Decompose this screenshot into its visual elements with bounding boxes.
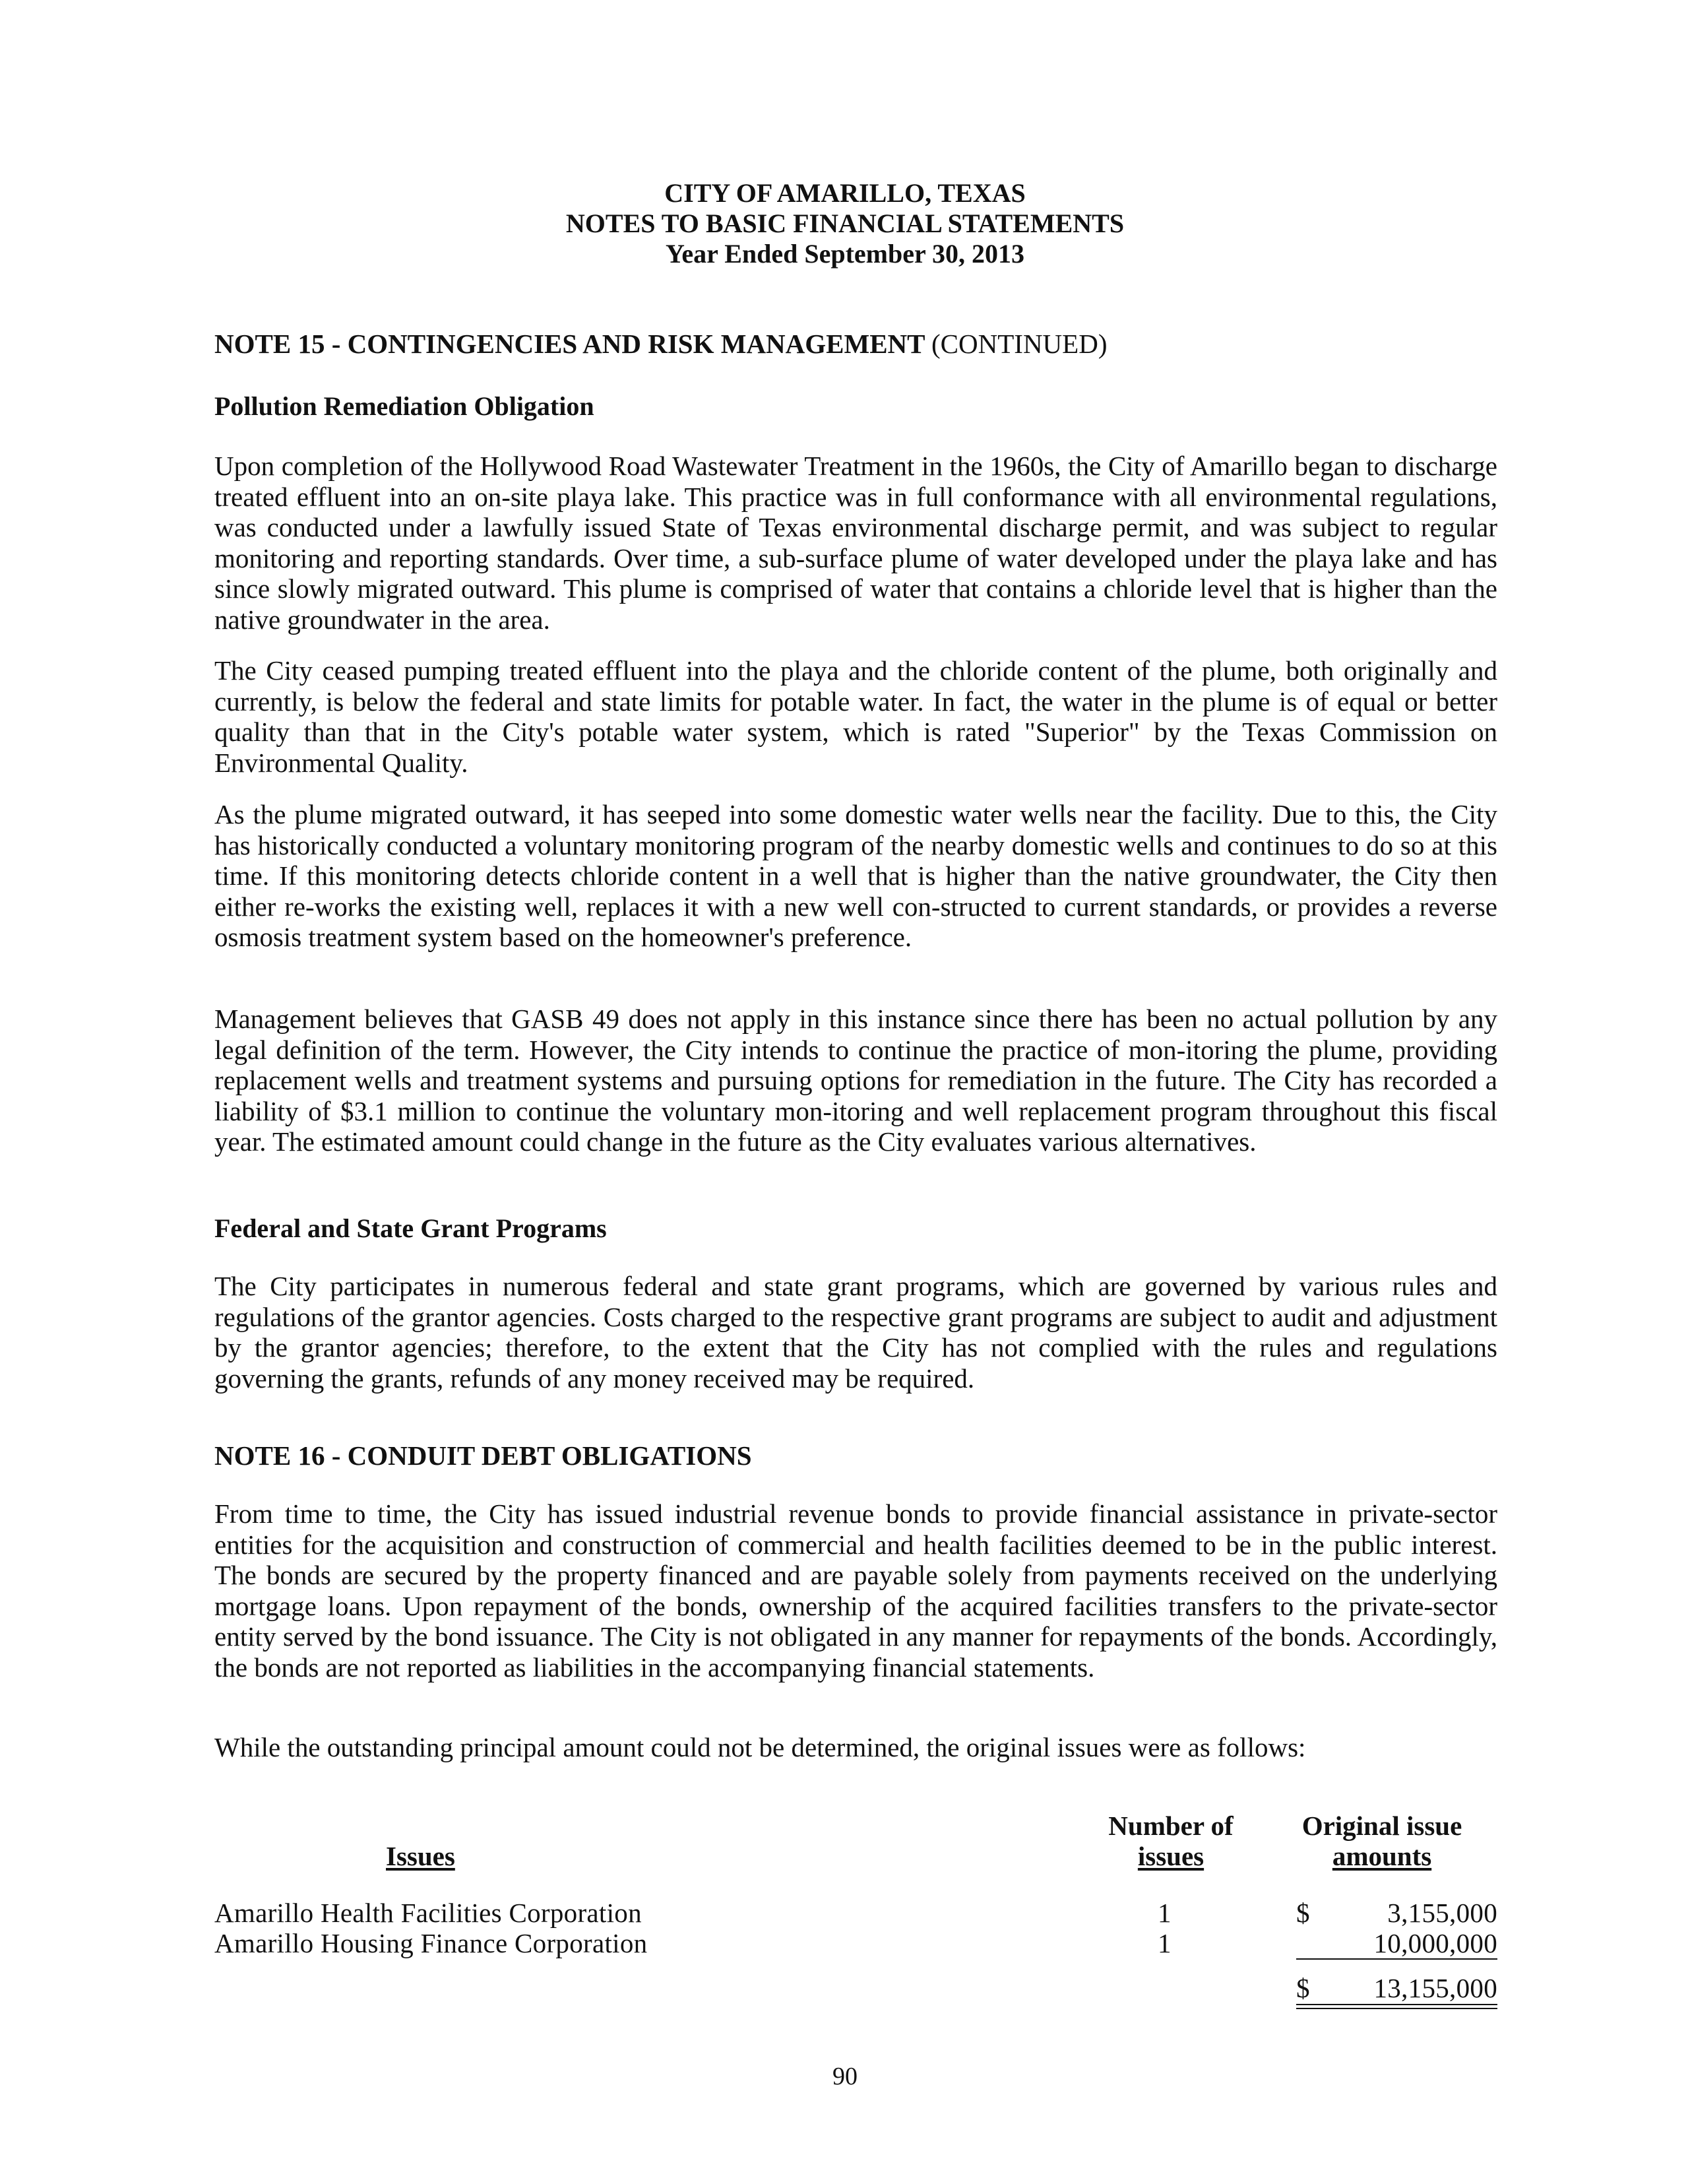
total-rule-2 <box>1296 2008 1497 2009</box>
page-number: 90 <box>832 2063 858 2090</box>
table-row-1-amount: 3,155,000 <box>1387 1898 1497 1928</box>
table-row-2-amount: 10,000,000 <box>1373 1928 1497 1958</box>
table-row-1-number: 1 <box>1158 1898 1172 1928</box>
conduit-paragraph-2: While the outstanding principal amount could not be determined, the original issues were as follows: <box>214 1732 1306 1762</box>
pollution-paragraph-1: Upon completion of the Hollywood Road Wastewater Treatment in the 1960s, the City of Amarillo began to discharge treated effluent into an on-site playa lake. This practice was in full conformance with all environmental regulations, was conducted under a lawfully issued State of Texas environmental discharge permit, and was subject to regular monitoring and reporting standards. Over time, a sub-surface plume of water developed under the playa lake and has since slowly migrated outward. This plume is comprised of water that contains a chloride level that is higher than the native groundwater in the area. <box>214 451 1497 635</box>
pollution-paragraph-3: As the plume migrated outward, it has seeped into some domestic water wells near the facility. Due to this, the City has historically conducted a voluntary monitoring program of the nearby domestic wells and continues to do so at this time. If this monitoring detects chloride content in a well that is higher than the native groundwater, the City then either re-works the existing well, replaces it with a new well con-structed to current standards, or provides a reverse osmosis treatment system based on the homeowner's preference. <box>214 799 1497 952</box>
note-15-title <box>214 328 1107 360</box>
header-city: CITY OF AMARILLO, TEXAS <box>664 178 1026 208</box>
amount-header-line-2: amounts <box>1332 1841 1432 1871</box>
table-row-1-issue: Amarillo Health Facilities Corporation <box>214 1898 642 1928</box>
subtotal-rule <box>1296 1958 1497 1960</box>
note-16-title: NOTE 16 - CONDUIT DEBT OBLIGATIONS <box>214 1440 752 1471</box>
conduit-paragraph-1: From time to time, the City has issued industrial revenue bonds to provide financial assistance in private-sector entities for the acquisition and construction of commercial and health facilities deemed to be in the public interest. The bonds are secured by the property financed and are payable solely from payments received on the underlying mortgage loans. Upon repayment of the bonds, ownership of the acquired facilities transfers to the private-sector entity served by the bond issuance. The City is not obligated in any manner for repayments of the bonds. Accordingly, the bonds are not reported as liabilities in the accompanying financial statements. <box>214 1498 1497 1683</box>
total-currency: $ <box>1296 1973 1310 2003</box>
table-header-amount <box>1283 1811 1481 1871</box>
total-rule-1 <box>1296 2004 1497 2005</box>
pollution-paragraph-4: Management believes that GASB 49 does not apply in this instance since there has been no actual pollution by any legal definition of the term. However, the City intends to continue the practice of mon-itoring the plume, providing replacement wells and treatment systems and pursuing options for remediation in the future. The City has recorded a liability of $3.1 million to continue the voluntary mon-itoring and well replacement program throughout this fiscal year. The estimated amount could change in the future as the City evaluates various alternatives. <box>214 1004 1497 1157</box>
pollution-paragraph-2: The City ceased pumping treated effluent into the playa and the chloride content of the plume, both originally and currently, is below the federal and state limits for potable water. In fact, the water in the plume is of equal or better quality than that in the City's potable water system, which is rated "Superior" by the Texas Commission on Environmental Quality. <box>214 655 1497 778</box>
total-amount: 13,155,000 <box>1373 1973 1497 2003</box>
number-header-line-1: Number of <box>1108 1811 1234 1841</box>
note-15-title-text: NOTE 15 - CONTINGENCIES AND RISK MANAGEMENT <box>214 329 925 359</box>
issues-header-text: Issues <box>386 1841 455 1871</box>
grants-paragraph: The City participates in numerous federal and state grant programs, which are governed by various rules and regulations of the grantor agencies. Costs charged to the respective grant programs are subject to audit and adjustment by the grantor agencies; therefore, to the extent that the City has not complied with the rules and regulations governing the grants, refunds of any money received may be required. <box>214 1271 1497 1394</box>
pollution-heading: Pollution Remediation Obligation <box>214 391 594 421</box>
table-row-2-number: 1 <box>1158 1928 1172 1958</box>
grants-heading: Federal and State Grant Programs <box>214 1213 607 1243</box>
note-15-continued: (CONTINUED) <box>931 329 1108 359</box>
table-row-2-issue: Amarillo Housing Finance Corporation <box>214 1928 648 1958</box>
table-header-number <box>1085 1811 1257 1871</box>
table-header-issues <box>386 1841 455 1871</box>
amount-header-line-1: Original issue <box>1301 1811 1462 1841</box>
header-period: Year Ended September 30, 2013 <box>665 239 1025 269</box>
number-header-line-2: issues <box>1137 1841 1205 1871</box>
header-title: NOTES TO BASIC FINANCIAL STATEMENTS <box>565 209 1125 238</box>
table-row-1-currency: $ <box>1296 1898 1310 1928</box>
document-header <box>0 178 1690 269</box>
